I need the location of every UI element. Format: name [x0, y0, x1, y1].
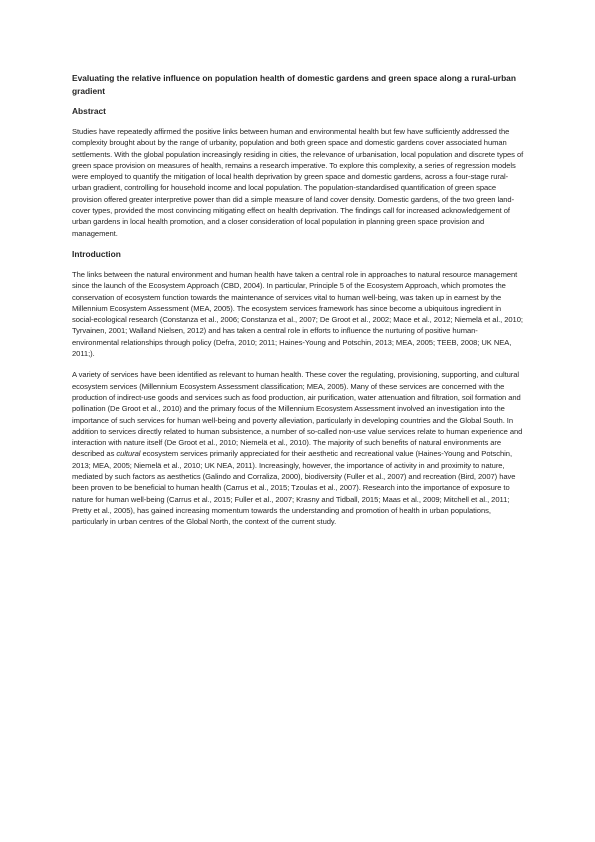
paragraph-text-segment: ecosystem services primarily appreciated for their aesthetic and recreational value (Haines-Young and Potschin, 2013; MEA, 2005; Niemelä et al., 2010; UK NEA, 2011). Increasingly, however, the importance of activity in and proximity to nature, mediated by such factors as aesthetics (Galindo and Corraliza, 2000), biodiversity (Fuller et al., 2007) and recreation (Bird, 2007) have been proven to be beneficial to human health (Carrus et al., 2015; Tzoulas et al., 2007). Research into the importance of exposure to nature for human well-being (Carrus et al., 2015; Fuller et al., 2007; Krasny and Tidball, 2015; Maas et al., 2009; Mitchell et al., 2011; Pretty et al., 2005), has gained increasing momentum towards the understanding and promotion of health in urban populations, particularly in urban centres of the Global North, the context of the current study. — [72, 449, 516, 527]
paragraph-text-segment: A variety of services have been identified as relevant to human health. These cover the regulating, provisioning, supporting, and cultural ecosystem services (Millennium Ecosystem Assessment classification; MEA, 2005). Many of these services are concerned with the production of indirect-use goods and services such as food production, air purification, water attenuation and filtration, soil formation and pollination (De Groot et al., 2010) and the primary focus of the Millennium Ecosystem Assessment involved an investigation into the importance of such services for human well-being and poverty alleviation, particularly in developing countries and the Global South. In addition to services directly related to human subsistence, a number of so-called non-use value services relate to human experience and interaction with nature itself (De Groot et al., 2010; Niemelä et al., 2010). The majority of such benefits of natural environments are described as — [72, 370, 523, 459]
introduction-heading: Introduction — [72, 248, 121, 259]
italic-term: cultural — [116, 449, 141, 459]
introduction-paragraph-1: The links between the natural environment and human health have taken a central role in approaches to natural resource management since the launch of the Ecosystem Approach (CBD, 2004). In particular, Principle 5 of the Ecosystem Approach, which promotes the conservation of ecosystem function towards the maintenance of services vital to human well-being, was taken up in earnest by the Millennium Ecosystem Assessment (MEA, 2005). The ecosystem services framework has since become a ubiquitous ingredient in social-ecological research (Constanza et al., 2006; Constanza et al., 2007; De Groot et al., 2002; Mace et al., 2012; Niemelä et al., 2010; Tyrvainen, 2001; Walland Nielsen, 2012) and has taken a central role in efforts to influence the nurturing of positive human-environmental relationships through policy (Defra, 2010; 2011; Haines-Young and Potschin, 2013; MEA, 2005; TEEB, 2008; UK NEA, 2011;). — [72, 269, 523, 359]
abstract-heading: Abstract — [72, 106, 106, 116]
document-body — [72, 72, 524, 538]
paper-title: Evaluating the relative influence on population health of domestic gardens and green space along a rural-urban gradient — [72, 73, 516, 96]
introduction-paragraph-2 — [72, 369, 524, 527]
abstract-paragraph: Studies have repeatedly affirmed the positive links between human and environmental health but few have sufficiently addressed the complexity brought about by the range of urbanity, population and both green space and domestic gardens cover associated human settlements. With the global population increasingly residing in cities, the relevance of urbanisation, local population and discrete types of green space provision on measures of health, remains a research imperative. To explore this complexity, a series of regression models were employed to quantify the mitigation of local health deprivation by green space and domestic gardens, across a four-stage rural-urban gradient, controlling for household income and local population. The population-standardised quantification of green space provision offered greater interpretive power than did a simple measure of land cover density. Domestic gardens, of the two green land-cover types, provided the most convincing mitigating effect on health deprivation. The findings call for increased acknowledgement of urban gardens in local health promotion, and a closer consideration of local population in planning green space provision and management. — [72, 127, 524, 238]
